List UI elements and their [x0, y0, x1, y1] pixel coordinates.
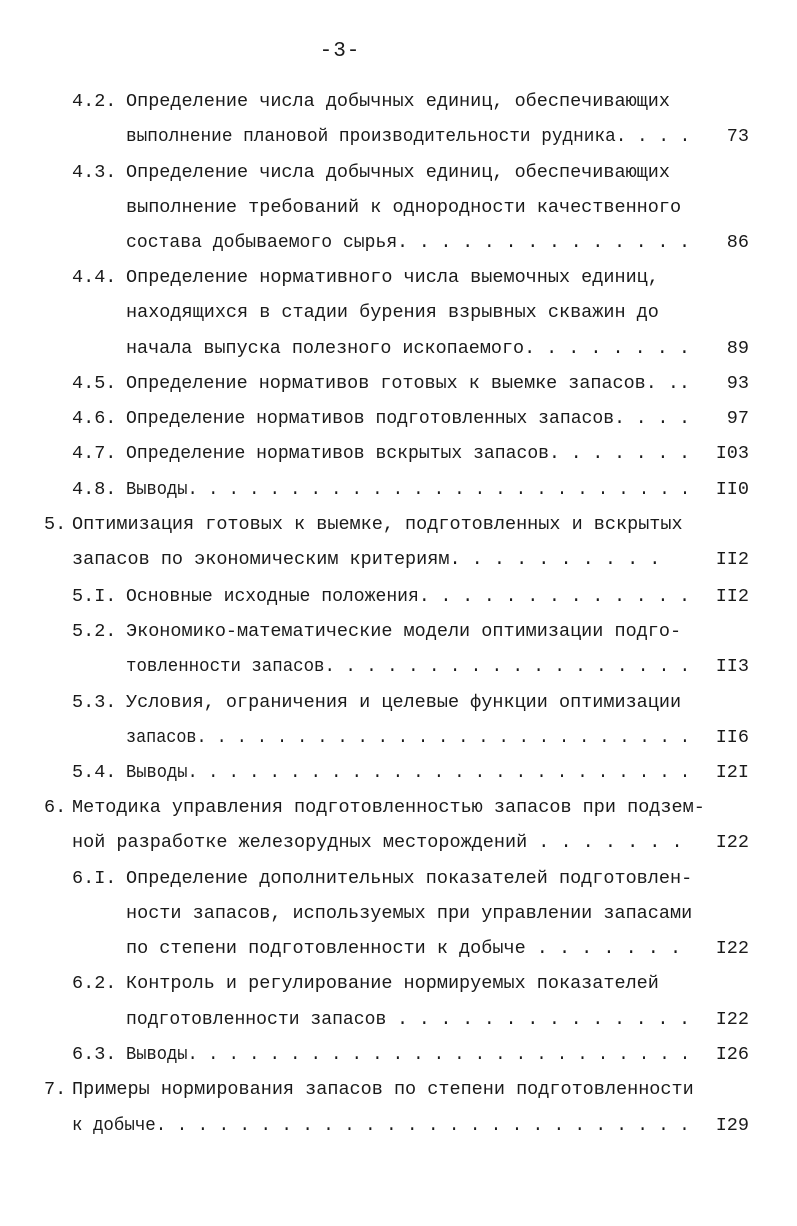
toc-number: 4.2.: [72, 91, 117, 112]
toc-line: [0, 1111, 797, 1141]
toc-title: Выводы. . . . . . . . . . . . . . . . . . . . . . . . .: [126, 1044, 691, 1065]
toc-title: Основные исходные положения. . . . . . . . . . . . .: [126, 586, 691, 607]
toc-line: [0, 758, 797, 788]
toc-number: 5.2.: [72, 621, 117, 642]
toc-line: [0, 404, 797, 434]
toc-title: Выводы. . . . . . . . . . . . . . . . . . . . . . . . .: [126, 479, 691, 500]
toc-number: 4.4.: [72, 267, 117, 288]
toc-line: [0, 582, 797, 612]
toc-line: [0, 545, 797, 575]
toc-title: Условия, ограничения и целевые функции оптимизации: [126, 692, 682, 713]
toc-page-number: II2: [715, 549, 749, 570]
toc-number: 5.3.: [72, 692, 117, 713]
toc-number: 6.2.: [72, 973, 117, 994]
toc-line: [0, 475, 797, 505]
toc-page-number: 89: [726, 338, 749, 359]
toc-page-number: II3: [715, 656, 749, 677]
toc-line: [0, 723, 797, 753]
toc-page-number: I22: [715, 938, 749, 959]
toc-number: 7.: [44, 1079, 67, 1100]
toc-page-number: 86: [726, 232, 749, 253]
toc-line: [0, 934, 797, 964]
toc-line: [0, 158, 797, 188]
toc-page-number: 73: [726, 126, 749, 147]
toc-title: Определение нормативов вскрытых запасов. . . . . . .: [126, 443, 691, 464]
toc-number: 6.3.: [72, 1044, 117, 1065]
toc-title: Определение числа добычных единиц, обеспечивающих: [126, 91, 670, 112]
toc-title: запасов. . . . . . . . . . . . . . . . . . . . . . . . .: [126, 727, 690, 748]
toc-line: [0, 793, 797, 823]
toc-title: по степени подготовленности к добыче . . . . . . .: [126, 938, 682, 959]
toc-title: подготовленности запасов . . . . . . . . . . . . . .: [126, 1009, 691, 1030]
toc-number: 5.4.: [72, 762, 117, 783]
toc-line: [0, 617, 797, 647]
toc-line: [0, 864, 797, 894]
toc-line: [0, 828, 797, 858]
toc-page-number: I22: [715, 832, 749, 853]
toc-number: 6.I.: [72, 868, 117, 889]
toc-title: ной разработке железорудных месторождений . . . . . . .: [72, 832, 683, 853]
toc-title: состава добываемого сырья. . . . . . . . . . . . . .: [126, 232, 691, 253]
toc-title: Примеры нормирования запасов по степени подготовленности: [72, 1079, 694, 1100]
toc-title: Определение нормативов подготовленных запасов. . . .: [126, 408, 691, 429]
toc-title: находящихся в стадии бурения взрывных скважин до: [126, 302, 659, 323]
toc-title: начала выпуска полезного ископаемого. . . . . . . .: [126, 338, 690, 359]
toc-line: [0, 510, 797, 540]
toc-number: 4.3.: [72, 162, 117, 183]
toc-number: 4.5.: [72, 373, 117, 394]
toc-line: [0, 298, 797, 328]
toc-line: [0, 688, 797, 718]
toc-page-number: II2: [715, 586, 749, 607]
toc-title: Выводы. . . . . . . . . . . . . . . . . . . . . . . . .: [126, 762, 691, 783]
toc-number: 4.6.: [72, 408, 117, 429]
toc-title: Оптимизация готовых к выемке, подготовленных и вскрытых: [72, 514, 683, 535]
page-number: -3-: [319, 40, 361, 63]
toc-title: Определение нормативного числа выемочных единиц,: [126, 267, 659, 288]
toc-line: [0, 87, 797, 117]
toc-line: [0, 228, 797, 258]
toc-title: выполнение плановой производительности рудника. . . .: [126, 126, 691, 147]
toc-page-number: I03: [715, 443, 749, 464]
toc-number: 4.8.: [72, 479, 117, 500]
toc-line: [0, 193, 797, 223]
toc-title: Экономико-математические модели оптимизации подго-: [126, 621, 682, 642]
toc-title: запасов по экономическим критериям. . . . . . . . . .: [72, 549, 661, 570]
toc-line: [0, 899, 797, 929]
toc-title: ности запасов, используемых при управлении запасами: [126, 903, 693, 924]
toc-title: Методика управления подготовленностью запасов при подзем-: [72, 797, 705, 818]
toc-line: [0, 652, 797, 682]
toc-title: товленности запасов. . . . . . . . . . . . . . . . . .: [126, 656, 691, 677]
toc-number: 5.: [44, 514, 67, 535]
toc-page-number: I29: [715, 1115, 749, 1136]
toc-title: Определение дополнительных показателей подготовлен-: [126, 868, 693, 889]
toc-line: [0, 334, 797, 364]
toc-page-number: 93: [726, 373, 749, 394]
toc-line: [0, 439, 797, 469]
toc-page-number: I26: [715, 1044, 749, 1065]
toc-line: [0, 1075, 797, 1105]
toc-page-number: II6: [715, 727, 749, 748]
toc-line: [0, 969, 797, 999]
toc-number: 6.: [44, 797, 67, 818]
toc-line: [0, 263, 797, 293]
toc-title: выполнение требований к однородности качественного: [126, 197, 682, 218]
toc-line: [0, 369, 797, 399]
toc-line: [0, 122, 797, 152]
toc-page-number: I22: [715, 1009, 749, 1030]
toc-page-number: 97: [726, 408, 749, 429]
toc-line: [0, 1005, 797, 1035]
toc-title: Определение числа добычных единиц, обеспечивающих: [126, 162, 670, 183]
toc-page-number: I2I: [715, 762, 749, 783]
toc-title: к добыче. . . . . . . . . . . . . . . . . . . . . . . . . .: [72, 1115, 690, 1136]
toc-line: [0, 1040, 797, 1070]
toc-title: Контроль и регулирование нормируемых показателей: [126, 973, 659, 994]
toc-number: 5.I.: [72, 586, 117, 607]
toc-page-number: II0: [715, 479, 749, 500]
toc-number: 4.7.: [72, 443, 117, 464]
toc-title: Определение нормативов готовых к выемке запасов. ..: [126, 373, 690, 394]
